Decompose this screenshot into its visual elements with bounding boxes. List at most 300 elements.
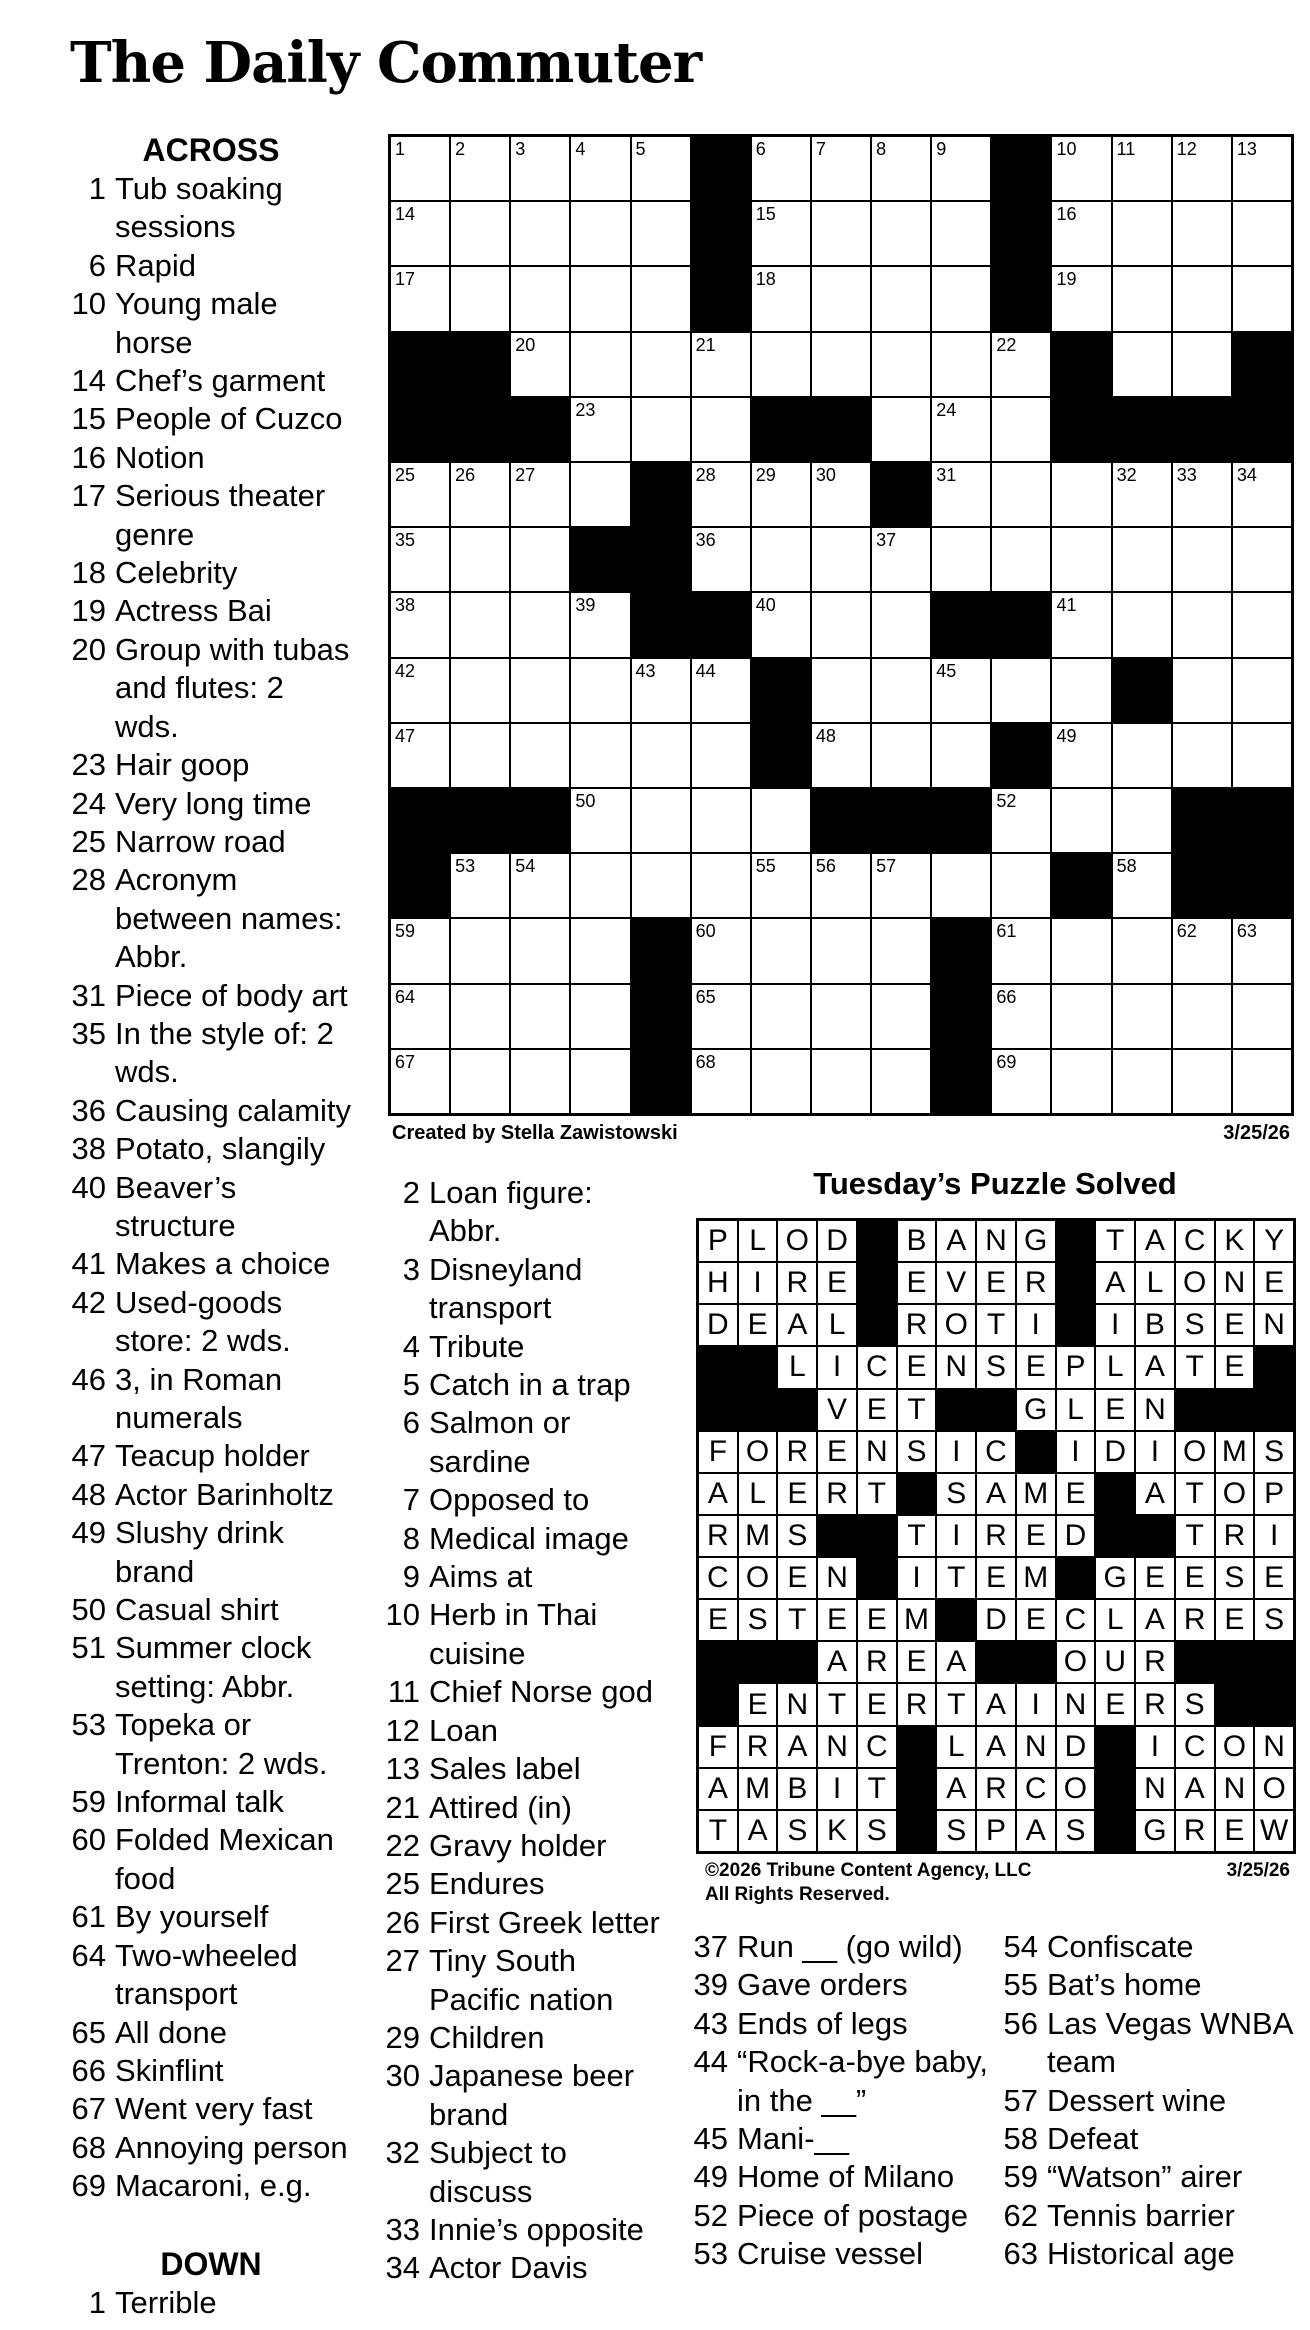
clue-text: Went very fast — [115, 2091, 313, 2127]
clue-number: 57 — [1003, 2082, 1038, 2118]
grid-cell[interactable] — [992, 854, 1050, 917]
solution-cell: N — [818, 1727, 856, 1767]
grid-cell[interactable] — [872, 202, 930, 265]
grid-cell[interactable] — [511, 463, 569, 526]
grid-cell[interactable] — [391, 593, 449, 656]
grid-cell[interactable] — [511, 333, 569, 396]
black-square — [1052, 398, 1110, 461]
grid-cell[interactable] — [992, 528, 1050, 591]
clue-item — [380, 1865, 670, 1903]
grid-cell[interactable] — [1233, 202, 1291, 265]
grid-cell[interactable] — [1113, 202, 1171, 265]
black-square — [391, 333, 449, 396]
black-square — [1255, 1390, 1293, 1430]
grid-cell[interactable] — [872, 528, 930, 591]
solution-cell: A — [1136, 1347, 1174, 1387]
grid-cell[interactable] — [391, 1050, 449, 1113]
grid-cell[interactable] — [1052, 593, 1110, 656]
grid-cell[interactable] — [511, 593, 569, 656]
grid-cell[interactable] — [391, 137, 449, 200]
grid-cell[interactable] — [1052, 659, 1110, 722]
clue-text: Dessert wine — [1047, 2082, 1227, 2118]
cell-number: 20 — [515, 334, 536, 355]
grid-cell[interactable] — [1052, 528, 1110, 591]
cell-number: 33 — [1176, 465, 1197, 485]
black-square — [752, 398, 810, 461]
grid-cell[interactable] — [1173, 202, 1231, 265]
grid-cell[interactable] — [812, 1050, 870, 1113]
black-square — [451, 398, 509, 461]
black-square — [1176, 1642, 1214, 1682]
clue-item — [380, 1520, 670, 1558]
solution-cell: A — [1136, 1474, 1174, 1514]
solution-cell: O — [937, 1305, 975, 1345]
solution-cell: N — [818, 1558, 856, 1598]
grid-cell[interactable] — [1233, 1050, 1291, 1113]
grid-cell[interactable] — [872, 659, 930, 722]
clue-text: Piece of body art — [115, 977, 348, 1013]
grid-cell[interactable] — [451, 919, 509, 982]
grid-cell[interactable] — [752, 137, 810, 200]
grid-cell[interactable] — [632, 854, 690, 917]
clue-item — [66, 400, 356, 438]
clue-number: 29 — [385, 2019, 420, 2055]
grid-cell[interactable] — [872, 398, 930, 461]
black-square — [818, 1516, 856, 1556]
grid-cell[interactable] — [872, 593, 930, 656]
grid-cell[interactable] — [571, 202, 629, 265]
grid-cell[interactable] — [752, 854, 810, 917]
grid-cell[interactable] — [391, 919, 449, 982]
grid-cell[interactable] — [632, 398, 690, 461]
grid-cell[interactable] — [992, 985, 1050, 1048]
clue-text: Piece of postage — [737, 2197, 968, 2233]
solution-cell: A — [1017, 1811, 1055, 1851]
cell-number: 34 — [1236, 465, 1257, 485]
black-square — [391, 789, 449, 852]
grid-cell[interactable] — [932, 724, 990, 787]
clue-item — [380, 1673, 670, 1711]
grid-cell[interactable] — [571, 789, 629, 852]
grid-cell[interactable] — [391, 659, 449, 722]
grid-cell[interactable] — [1052, 463, 1110, 526]
grid-cell[interactable] — [812, 528, 870, 591]
solution-cell: E — [1216, 1811, 1254, 1851]
grid-cell[interactable] — [752, 202, 810, 265]
clue-number: 10 — [71, 286, 106, 322]
grid-cell[interactable] — [511, 1050, 569, 1113]
clue-item — [66, 823, 356, 861]
grid-cell[interactable] — [1233, 137, 1291, 200]
grid-cell[interactable] — [1113, 789, 1171, 852]
grid-cell[interactable] — [391, 463, 449, 526]
solution-cell: S — [898, 1432, 936, 1472]
solution-cell: E — [818, 1263, 856, 1303]
grid-cell[interactable] — [992, 789, 1050, 852]
black-square — [937, 1600, 975, 1640]
grid-cell[interactable] — [571, 985, 629, 1048]
grid-cell[interactable] — [1113, 854, 1171, 917]
grid-cell[interactable] — [511, 854, 569, 917]
grid-cell[interactable] — [1173, 593, 1231, 656]
grid-cell[interactable] — [932, 137, 990, 200]
solution-cell: E — [1096, 1390, 1134, 1430]
grid-cell[interactable] — [1173, 1050, 1231, 1113]
grid-cell[interactable] — [451, 1050, 509, 1113]
grid-cell[interactable] — [752, 593, 810, 656]
grid-cell[interactable] — [571, 593, 629, 656]
clue-item — [66, 477, 356, 554]
grid-cell[interactable] — [932, 854, 990, 917]
solution-cell: E — [858, 1600, 896, 1640]
grid-cell[interactable] — [1173, 463, 1231, 526]
grid-cell[interactable] — [511, 919, 569, 982]
grid-cell[interactable] — [571, 724, 629, 787]
grid-cell[interactable] — [1173, 659, 1231, 722]
cell-number: 35 — [395, 530, 416, 551]
grid-cell[interactable] — [932, 528, 990, 591]
grid-cell[interactable] — [1113, 593, 1171, 656]
grid-cell[interactable] — [632, 724, 690, 787]
grid-cell[interactable] — [451, 659, 509, 722]
cell-number: 32 — [1116, 465, 1137, 485]
grid-cell[interactable] — [571, 659, 629, 722]
grid-cell[interactable] — [812, 333, 870, 396]
solution-cell: G — [1017, 1221, 1055, 1261]
clue-item — [66, 592, 356, 630]
black-square — [898, 1769, 936, 1809]
grid-cell[interactable] — [451, 463, 509, 526]
grid-cell[interactable] — [391, 985, 449, 1048]
grid-cell[interactable] — [451, 528, 509, 591]
clue-text: Tub soaking sessions — [115, 171, 283, 245]
grid-cell[interactable] — [451, 985, 509, 1048]
solution-cell: T — [898, 1516, 936, 1556]
grid-cell[interactable] — [992, 463, 1050, 526]
grid-cell[interactable] — [511, 724, 569, 787]
grid-cell[interactable] — [511, 267, 569, 330]
solution-cell: E — [1176, 1558, 1214, 1598]
grid-cell[interactable] — [571, 463, 629, 526]
clue-text: Catch in a trap — [429, 1367, 631, 1403]
grid-cell[interactable] — [1173, 333, 1231, 396]
solution-cell: O — [778, 1221, 816, 1261]
grid-cell[interactable] — [1233, 659, 1291, 722]
grid-cell[interactable] — [571, 1050, 629, 1113]
clue-number: 23 — [71, 747, 106, 783]
grid-cell[interactable] — [632, 659, 690, 722]
grid-cell[interactable] — [1052, 985, 1110, 1048]
grid-cell[interactable] — [571, 333, 629, 396]
grid-cell[interactable] — [812, 985, 870, 1048]
grid-cell[interactable] — [511, 202, 569, 265]
solution-cell: C — [977, 1432, 1015, 1472]
clue-number: 21 — [385, 1789, 420, 1825]
solution-cell: S — [937, 1811, 975, 1851]
solution-cell: T — [858, 1769, 896, 1809]
grid-cell[interactable] — [632, 267, 690, 330]
cell-number: 60 — [695, 921, 716, 942]
grid-cell[interactable] — [451, 724, 509, 787]
clue-item — [66, 1092, 356, 1130]
cell-number: 1 — [395, 139, 406, 159]
clue-number: 4 — [402, 1328, 420, 1364]
grid-cell[interactable] — [692, 854, 750, 917]
clue-number: 13 — [385, 1751, 420, 1787]
clue-text: Cruise vessel — [737, 2236, 924, 2272]
grid-cell[interactable] — [872, 854, 930, 917]
cell-number: 11 — [1116, 139, 1136, 159]
grid-cell[interactable] — [752, 333, 810, 396]
grid-cell[interactable] — [571, 398, 629, 461]
credit-line: Created by Stella Zawistowski — [392, 1122, 678, 1144]
cell-number: 3 — [515, 139, 526, 159]
clue-item — [380, 1942, 670, 2019]
solution-cell: L — [1096, 1600, 1134, 1640]
clue-item — [66, 1437, 356, 1475]
grid-cell[interactable] — [1233, 267, 1291, 330]
grid-cell[interactable] — [812, 593, 870, 656]
grid-cell[interactable] — [812, 919, 870, 982]
grid-cell[interactable] — [632, 333, 690, 396]
solution-cell: C — [1057, 1600, 1095, 1640]
grid-cell[interactable] — [1173, 137, 1231, 200]
grid-cell[interactable] — [692, 724, 750, 787]
grid-cell[interactable] — [1233, 463, 1291, 526]
clue-number: 53 — [693, 2236, 728, 2272]
grid-cell[interactable] — [752, 1050, 810, 1113]
grid-cell[interactable] — [692, 333, 750, 396]
grid-cell[interactable] — [872, 919, 930, 982]
grid-cell[interactable] — [391, 724, 449, 787]
solution-cell: G — [1136, 1811, 1174, 1851]
grid-cell[interactable] — [812, 463, 870, 526]
clue-item — [66, 247, 356, 285]
clue-number: 58 — [1003, 2121, 1038, 2157]
black-square — [1096, 1811, 1134, 1851]
grid-cell[interactable] — [1113, 1050, 1171, 1113]
grid-cell[interactable] — [1113, 919, 1171, 982]
grid-cell[interactable] — [1052, 202, 1110, 265]
clue-text: Aims at — [429, 1559, 533, 1595]
grid-cell[interactable] — [1052, 724, 1110, 787]
grid-cell[interactable] — [451, 202, 509, 265]
black-square — [632, 528, 690, 591]
grid-cell[interactable] — [992, 1050, 1050, 1113]
clue-item — [66, 1169, 356, 1246]
down-clues-column-2 — [380, 1174, 670, 2288]
grid-cell[interactable] — [992, 919, 1050, 982]
solution-cell: A — [1136, 1221, 1174, 1261]
solution-cell: L — [739, 1221, 777, 1261]
grid-cell[interactable] — [511, 985, 569, 1048]
cell-number: 21 — [695, 334, 716, 355]
grid-cell[interactable] — [391, 528, 449, 591]
grid-cell[interactable] — [1052, 789, 1110, 852]
grid-cell[interactable] — [1113, 528, 1171, 591]
grid-cell[interactable] — [1052, 137, 1110, 200]
solution-cell: E — [739, 1684, 777, 1724]
solution-cell: V — [818, 1390, 856, 1430]
clue-number: 15 — [71, 401, 106, 437]
black-square — [812, 789, 870, 852]
grid-cell[interactable] — [1233, 528, 1291, 591]
grid-cell[interactable] — [992, 659, 1050, 722]
cell-number: 19 — [1056, 269, 1077, 290]
clue-number: 7 — [402, 1482, 420, 1518]
grid-cell[interactable] — [571, 267, 629, 330]
grid-cell[interactable] — [1173, 724, 1231, 787]
grid-cell[interactable] — [571, 854, 629, 917]
black-square — [571, 528, 629, 591]
grid-cell[interactable] — [1173, 985, 1231, 1048]
grid-cell[interactable] — [511, 137, 569, 200]
grid-cell[interactable] — [511, 528, 569, 591]
grid-cell[interactable] — [1173, 528, 1231, 591]
solution-cell: Y — [1255, 1221, 1293, 1261]
grid-cell[interactable] — [812, 267, 870, 330]
grid-cell[interactable] — [752, 789, 810, 852]
clue-text: Young male horse — [115, 286, 278, 360]
grid-cell[interactable] — [812, 724, 870, 787]
clue-number: 39 — [693, 1967, 728, 2003]
cell-number: 42 — [395, 660, 416, 681]
grid-cell[interactable] — [812, 137, 870, 200]
grid-cell[interactable] — [692, 528, 750, 591]
clue-item — [380, 2211, 670, 2249]
grid-cell[interactable] — [451, 267, 509, 330]
grid-cell[interactable] — [1052, 919, 1110, 982]
solution-cell: N — [1136, 1769, 1174, 1809]
grid-cell[interactable] — [752, 267, 810, 330]
grid-cell[interactable] — [1233, 985, 1291, 1048]
grid-cell[interactable] — [451, 593, 509, 656]
grid-cell[interactable] — [511, 659, 569, 722]
grid-cell[interactable] — [571, 919, 629, 982]
grid-cell[interactable] — [752, 919, 810, 982]
solution-cell: S — [1176, 1684, 1214, 1724]
grid-cell[interactable] — [872, 267, 930, 330]
grid-cell[interactable] — [391, 267, 449, 330]
grid-cell[interactable] — [1113, 985, 1171, 1048]
clue-item — [380, 1366, 670, 1404]
grid-cell[interactable] — [692, 398, 750, 461]
grid-cell[interactable] — [692, 789, 750, 852]
grid-cell[interactable] — [571, 137, 629, 200]
grid-cell[interactable] — [692, 1050, 750, 1113]
black-square — [932, 593, 990, 656]
grid-cell[interactable] — [451, 854, 509, 917]
grid-cell[interactable] — [692, 463, 750, 526]
grid-cell[interactable] — [932, 659, 990, 722]
grid-cell[interactable] — [932, 398, 990, 461]
grid-cell[interactable] — [752, 463, 810, 526]
clue-number: 11 — [387, 1674, 420, 1710]
grid-cell[interactable] — [812, 659, 870, 722]
grid-cell[interactable] — [1113, 463, 1171, 526]
grid-cell[interactable] — [632, 202, 690, 265]
copyright-line: ©2026 Tribune Content Agency, LLC — [705, 1860, 1032, 1881]
grid-cell[interactable] — [1113, 137, 1171, 200]
grid-cell[interactable] — [932, 202, 990, 265]
grid-cell[interactable] — [992, 333, 1050, 396]
grid-cell[interactable] — [632, 789, 690, 852]
clue-number: 22 — [385, 1827, 420, 1863]
grid-cell[interactable] — [1052, 1050, 1110, 1113]
black-square — [1255, 1347, 1293, 1387]
solution-cell: R — [977, 1516, 1015, 1556]
grid-cell[interactable] — [1233, 919, 1291, 982]
grid-cell[interactable] — [932, 333, 990, 396]
grid-cell[interactable] — [632, 137, 690, 200]
solution-cell: T — [977, 1305, 1015, 1345]
grid-cell[interactable] — [872, 333, 930, 396]
clue-item — [380, 1596, 670, 1673]
solution-cell: V — [937, 1263, 975, 1303]
grid-cell[interactable] — [1233, 593, 1291, 656]
clue-number: 17 — [71, 478, 106, 514]
grid-cell[interactable] — [872, 1050, 930, 1113]
grid-cell[interactable] — [872, 985, 930, 1048]
grid-cell[interactable] — [1173, 919, 1231, 982]
grid-cell[interactable] — [692, 985, 750, 1048]
grid-cell[interactable] — [451, 137, 509, 200]
clue-text: In the style of: 2 wds. — [115, 1015, 334, 1090]
solution-cell: T — [699, 1811, 737, 1851]
grid-cell[interactable] — [872, 724, 930, 787]
grid-cell[interactable] — [872, 137, 930, 200]
grid-cell[interactable] — [1173, 267, 1231, 330]
clue-text: Confiscate — [1047, 1929, 1194, 1964]
black-square — [1057, 1558, 1095, 1598]
clue-item — [66, 2167, 356, 2205]
solution-cell: T — [1176, 1474, 1214, 1514]
black-square — [1233, 398, 1291, 461]
across-heading: ACROSS — [142, 132, 280, 168]
clue-text: 3, in Roman numerals — [115, 1361, 283, 1435]
grid-cell[interactable] — [932, 267, 990, 330]
clue-number: 8 — [402, 1520, 420, 1556]
grid-cell[interactable] — [752, 528, 810, 591]
grid-cell[interactable] — [1113, 267, 1171, 330]
grid-cell[interactable] — [752, 985, 810, 1048]
grid-cell[interactable] — [1113, 333, 1171, 396]
clue-item — [66, 1783, 356, 1821]
cell-number: 17 — [395, 269, 416, 290]
grid-cell[interactable] — [812, 854, 870, 917]
grid-cell[interactable] — [932, 463, 990, 526]
clue-text: Hair goop — [115, 747, 250, 783]
clue-number: 38 — [71, 1131, 106, 1167]
solution-cell: N — [1017, 1727, 1055, 1767]
cell-number: 58 — [1116, 856, 1137, 877]
grid-cell[interactable] — [1052, 267, 1110, 330]
clue-number: 44 — [693, 2044, 728, 2080]
cell-number: 43 — [635, 660, 656, 681]
grid-cell[interactable] — [692, 659, 750, 722]
black-square — [932, 985, 990, 1048]
grid-cell[interactable] — [812, 202, 870, 265]
grid-cell[interactable] — [992, 398, 1050, 461]
solution-cell: T — [778, 1600, 816, 1640]
grid-cell[interactable] — [1113, 724, 1171, 787]
black-square — [632, 593, 690, 656]
solution-cell: L — [1057, 1390, 1095, 1430]
grid-cell[interactable] — [692, 919, 750, 982]
grid-cell[interactable] — [391, 202, 449, 265]
grid-cell[interactable] — [1233, 724, 1291, 787]
clue-item — [66, 1015, 356, 1092]
